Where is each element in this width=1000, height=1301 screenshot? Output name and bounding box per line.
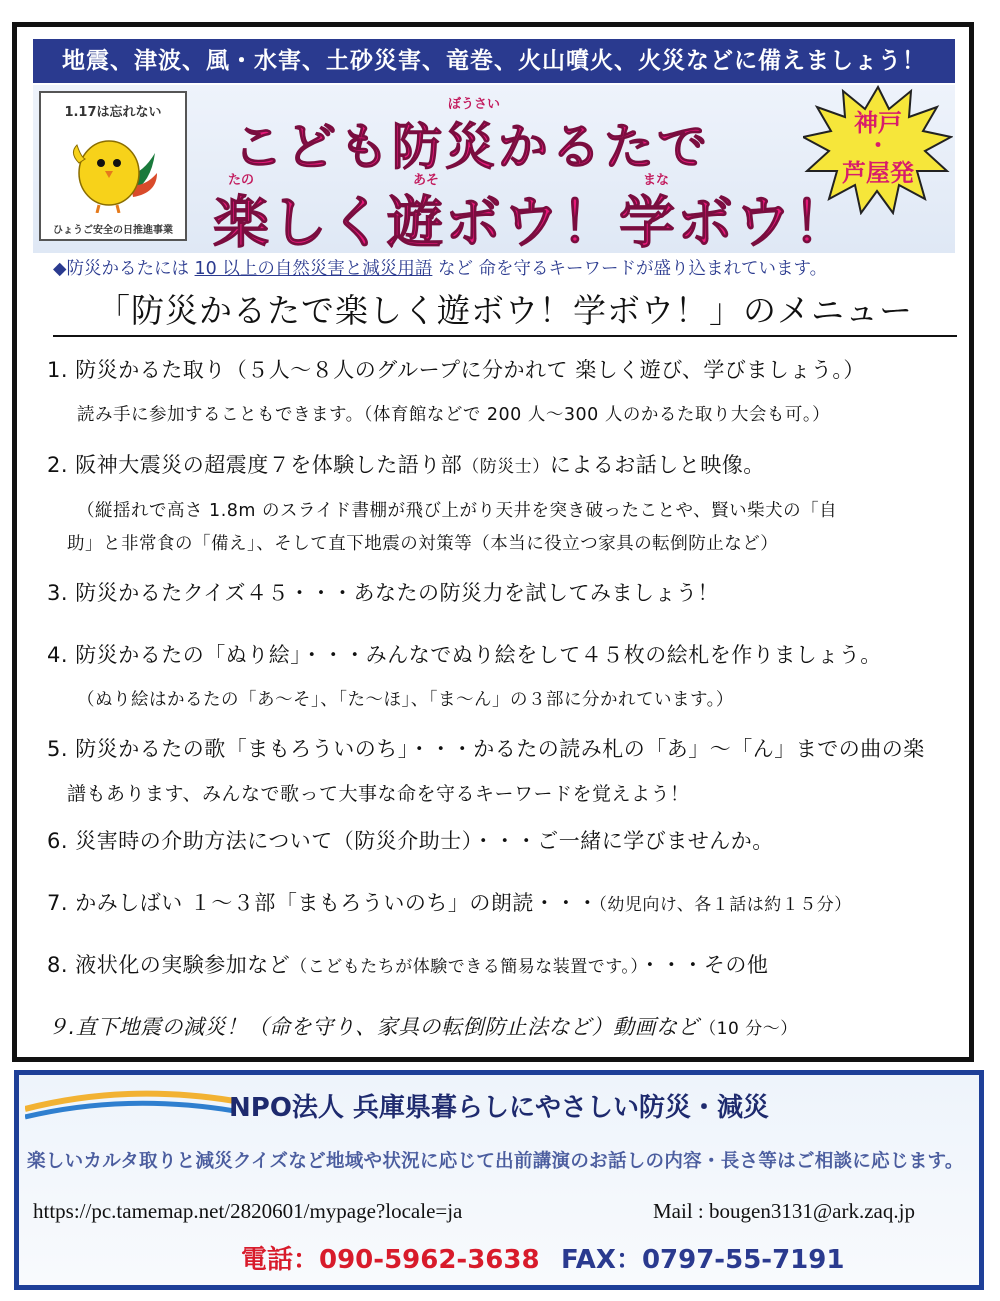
chick-mascot-icon	[71, 123, 157, 213]
menu-item-9	[47, 1011, 798, 1041]
menu-item-2-small: （防災士）	[462, 457, 550, 477]
ruby-bousai: ぼうさい	[448, 97, 501, 112]
phone-number: 電話：090-5962-3638	[241, 1245, 540, 1275]
menu-item-2-sub-1: （縦揺れで高さ 1.8m のスライド書棚が飛び上がり天井を突き破ったことや、賢い柴犬の「自	[77, 501, 838, 521]
menu-item-9-small: （10 分～）	[699, 1019, 798, 1039]
logo-caption: ひょうご安全の日推進事業	[53, 225, 173, 236]
keyword-note	[53, 255, 827, 280]
flyer-frame	[12, 22, 974, 1062]
menu-item-7	[47, 887, 852, 917]
keyword-underlined: 10 以上の自然災害と減災用語	[194, 259, 433, 279]
menu-item-2-text: 2. 阪神大震災の超震度７を体験した語り部	[47, 453, 463, 477]
menu-item-8-rest: ・・・その他	[639, 953, 769, 977]
menu-item-4-sub: （ぬり絵はかるたの「あ～そ」、「た～ほ」、「ま～ん」の３部に分かれています。）	[77, 690, 734, 710]
menu-item-7-small: （幼児向け、各１話は約１５分）	[598, 895, 852, 915]
ruby-aso: あそ	[413, 173, 440, 188]
ruby-mana: まな	[643, 173, 670, 188]
email-link[interactable]: Mail : bougen3131@ark.zaq.jp	[653, 1199, 915, 1223]
footer-description: 楽しいカルタ取りと減災クイズなど地域や状況に応じて出前講演のお話しの内容・長さ等はご相談に応じます。	[27, 1151, 964, 1172]
kobe-ashiya-badge	[803, 85, 953, 215]
title-area	[33, 85, 955, 256]
badge-line3: 芦屋発	[842, 159, 914, 187]
fax-number: FAX：0797-55-7191	[561, 1245, 845, 1275]
hyogo-safety-logo	[39, 91, 187, 241]
keyword-prefix: ◆防災かるたには	[53, 259, 189, 279]
main-title-line1: こども防災かるたで	[233, 118, 710, 176]
menu-item-9-text: ９.直下地震の減災！（命を守り、家具の転倒防止法など）動画など	[47, 1015, 700, 1039]
menu-item-3: 3. 防災かるたクイズ４５・・・あなたの防災力を試してみましょう！	[47, 581, 719, 605]
menu-item-5-sub: 譜もあります、みんなで歌って大事な命を守るキーワードを覚えよう！	[67, 783, 690, 805]
menu-title: 「防災かるたで楽しく遊ボウ！学ボウ！」のメニュー	[53, 285, 957, 337]
badge-line1: 神戸	[854, 109, 902, 137]
menu-item-2-sub-2: 助」と非常食の「備え」、そして直下地震の対策等（本当に役立つ家具の転倒防止など）	[67, 534, 779, 554]
menu-item-8-small: （こどもたちが体験できる簡易な装置です。）	[290, 957, 640, 977]
menu-item-1-sub: 読み手に参加することもできます。（体育館などで 200 人～300 人のかるた取り大会も可。）	[77, 405, 831, 425]
badge-line2: ・	[866, 134, 890, 159]
menu-item-1: 1. 防災かるた取り（５人～８人のグループに分かれて 楽しく遊び、学びましょう。）	[47, 358, 865, 382]
disaster-banner: 地震、津波、風・水害、土砂災害、竜巻、火山噴火、火災などに備えましょう！	[33, 39, 955, 83]
keyword-suffix: など 命を守るキーワードが盛り込まれています。	[437, 259, 828, 279]
menu-item-8-text: 8. 液状化の実験参加など	[47, 953, 291, 977]
menu-item-7-text: 7. かみしばい １～３部「まもろういのち」の朗読・・・	[47, 891, 599, 915]
menu-item-8	[47, 949, 768, 979]
menu-item-5: 5. 防災かるたの歌「まもろういのち」・・・かるたの読み札の「あ」～「ん」までの曲の楽	[47, 737, 925, 761]
menu-item-4: 4. 防災かるたの「ぬり絵」・・・みんなでぬり絵をして４５枚の絵札を作りましょう。	[47, 643, 882, 667]
contact-footer	[14, 1070, 984, 1290]
ruby-tano: たの	[228, 173, 255, 188]
org-name: NPO法人 兵庫県暮らしにやさしい防災・減災	[229, 1093, 769, 1123]
menu-item-2-rest: によるお話しと映像。	[549, 453, 765, 477]
main-title-line2: 楽しく遊ボウ！学ボウ！	[213, 191, 851, 256]
menu-item-2	[47, 449, 765, 479]
menu-item-6: 6. 災害時の介助方法について（防災介助士）・・・ご一緒に学びませんか。	[47, 829, 774, 853]
logo-tagline: 1.17は忘れない	[64, 105, 162, 120]
website-link[interactable]: https://pc.tamemap.net/2820601/mypage?locale=ja	[33, 1199, 463, 1223]
